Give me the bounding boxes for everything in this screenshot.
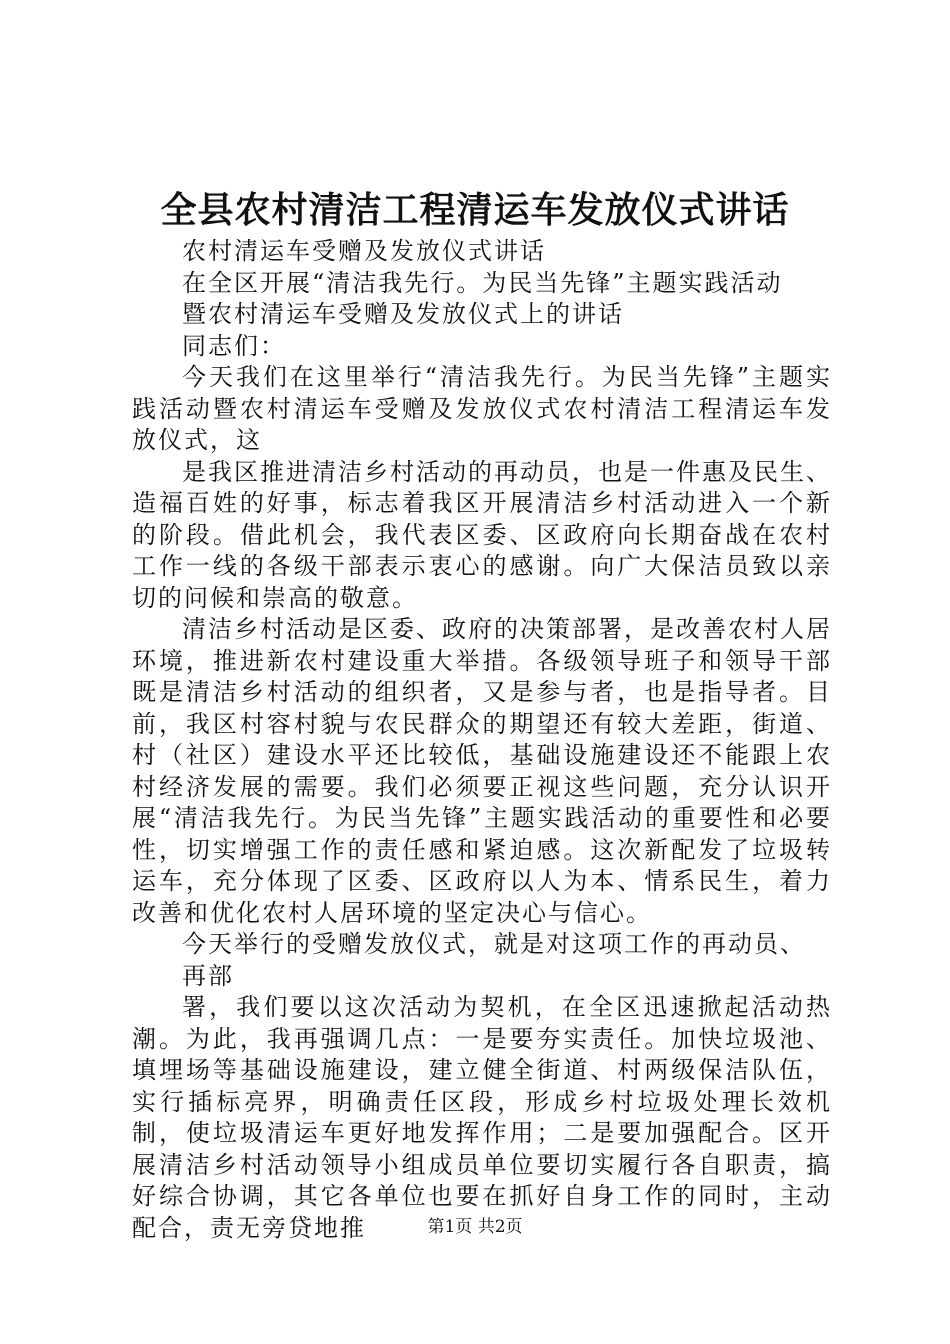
subtitle-line: 在全区开展“清洁我先行。为民当先锋”主题实践活动 [182, 268, 783, 297]
paragraph: 署，我们要以这次活动为契机，在全区迅速掀起活动热潮。为此，我再强调几点：一是要夯实责任。加快垃圾池、填埋场等基础设施建设，建立健全街道、村两级保洁队伍，实行插标亮界，明确责任区段，形成乡村垃圾处理长效机制，使垃圾清运车更好地发挥作用；二是要加强配合。区开展清洁乡村活动领导小组成员单位要切实履行各自职责，搞好综合协调，其它各单位也要在抓好自身工作的同时，主动配合，责无旁贷地推 [132, 993, 832, 1242]
page-number: 第1页 共2页 [427, 1217, 523, 1237]
paragraph: 今天我们在这里举行“清洁我先行。为民当先锋”主题实践活动暨农村清运车受赠及发放仪式农村清洁工程清运车发放仪式，这 [132, 363, 832, 454]
subtitle-line: 农村清运车受赠及发放仪式讲话 [182, 237, 546, 265]
document-title: 全县农村清洁工程清运车发放仪式讲话 [160, 189, 790, 231]
paragraph: 是我区推进清洁乡村活动的再动员，也是一件惠及民生、造福百姓的好事，标志着我区开展清洁乡村活动进入一个新的阶段。借此机会，我代表区委、区政府向长期奋战在农村工作一线的各级干部表示衷心的感谢。向广大保洁员致以亲切的问候和崇高的敬意。 [132, 457, 832, 612]
salutation: 同志们： [182, 331, 286, 360]
document-body [132, 236, 832, 1244]
paragraph: 今天举行的受赠发放仪式，就是对这项工作的再动员、 [182, 930, 806, 958]
paragraph: 再部 [182, 961, 234, 990]
paragraph: 清洁乡村活动是区委、政府的决策部署，是改善农村人居环境，推进新农村建设重大举措。各级领导班子和领导干部既是清洁乡村活动的组织者，又是参与者，也是指导者。目前，我区村容村貌与农民群众的期望还有较大差距，街道、村（社区）建设水平还比较低，基础设施建设还不能跟上农村经济发展的需要。我们必须要正视这些问题，充分认识开展“清洁我先行。为民当先锋”主题实践活动的重要性和必要性，切实增强工作的责任感和紧迫感。这次新配发了垃圾转运车，充分体现了区委、区政府以人为本、情系民生，着力改善和优化农村人居环境的坚定决心与信心。 [132, 615, 832, 927]
subtitle-line: 暨农村清运车受赠及发放仪式上的讲话 [182, 300, 624, 328]
